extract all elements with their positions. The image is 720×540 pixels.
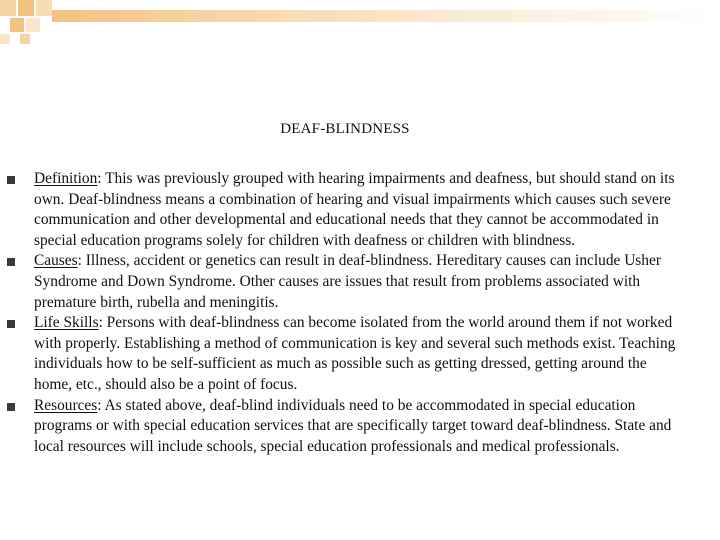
square-bullet-icon bbox=[7, 258, 15, 266]
item-term: Life Skills bbox=[34, 314, 99, 332]
decor-square bbox=[18, 0, 34, 16]
header-gradient-bar bbox=[52, 10, 720, 22]
decor-square bbox=[10, 18, 24, 32]
square-bullet-icon bbox=[7, 403, 15, 411]
decor-square bbox=[0, 34, 10, 44]
square-bullet-icon bbox=[7, 320, 15, 328]
list-item bbox=[10, 169, 678, 251]
decor-square bbox=[36, 0, 52, 16]
list-item bbox=[10, 251, 678, 313]
item-term: Definition bbox=[34, 170, 98, 187]
decor-square bbox=[0, 0, 16, 16]
item-text: : Illness, accident or genetics can result in deaf-blindness. Hereditary causes can include Usher Syndrome and Down Syndrome. Other causes are issues that result from problems associated with premature birth, rubella and meningitis. bbox=[34, 252, 661, 311]
item-text: : As stated above, deaf-blind individuals need to be accommodated in special education programs or with special education services that are specifically target toward deaf-blindness. State and local resources will include schools, special education professionals and medical professionals. bbox=[34, 396, 672, 455]
decor-square bbox=[20, 34, 30, 44]
item-text: : This was previously grouped with hearing impairments and deafness, but should stand on its own. Deaf-blindness means a combination of hearing and visual impairments which causes such severe communication and other developmental and educational needs that they cannot be accommodated in special education programs solely for children with deafness or children with blindness. bbox=[34, 170, 675, 249]
bullet-list bbox=[10, 169, 678, 457]
item-text: : Persons with deaf-blindness can become isolated from the world around them if not worked with properly. Establishing a method of communication is key and several such methods exist. Teaching individuals how to be self-sufficient as much as possible such as getting dressed, getting around the home, etc., should also be a point of focus. bbox=[34, 314, 676, 393]
square-bullet-icon bbox=[7, 176, 15, 184]
list-item bbox=[10, 313, 678, 395]
slide-title: DEAF-BLINDNESS bbox=[280, 121, 410, 137]
decor-square bbox=[26, 18, 40, 32]
item-term: Resources bbox=[34, 396, 98, 414]
item-term: Causes bbox=[34, 252, 78, 270]
list-item bbox=[10, 396, 678, 458]
